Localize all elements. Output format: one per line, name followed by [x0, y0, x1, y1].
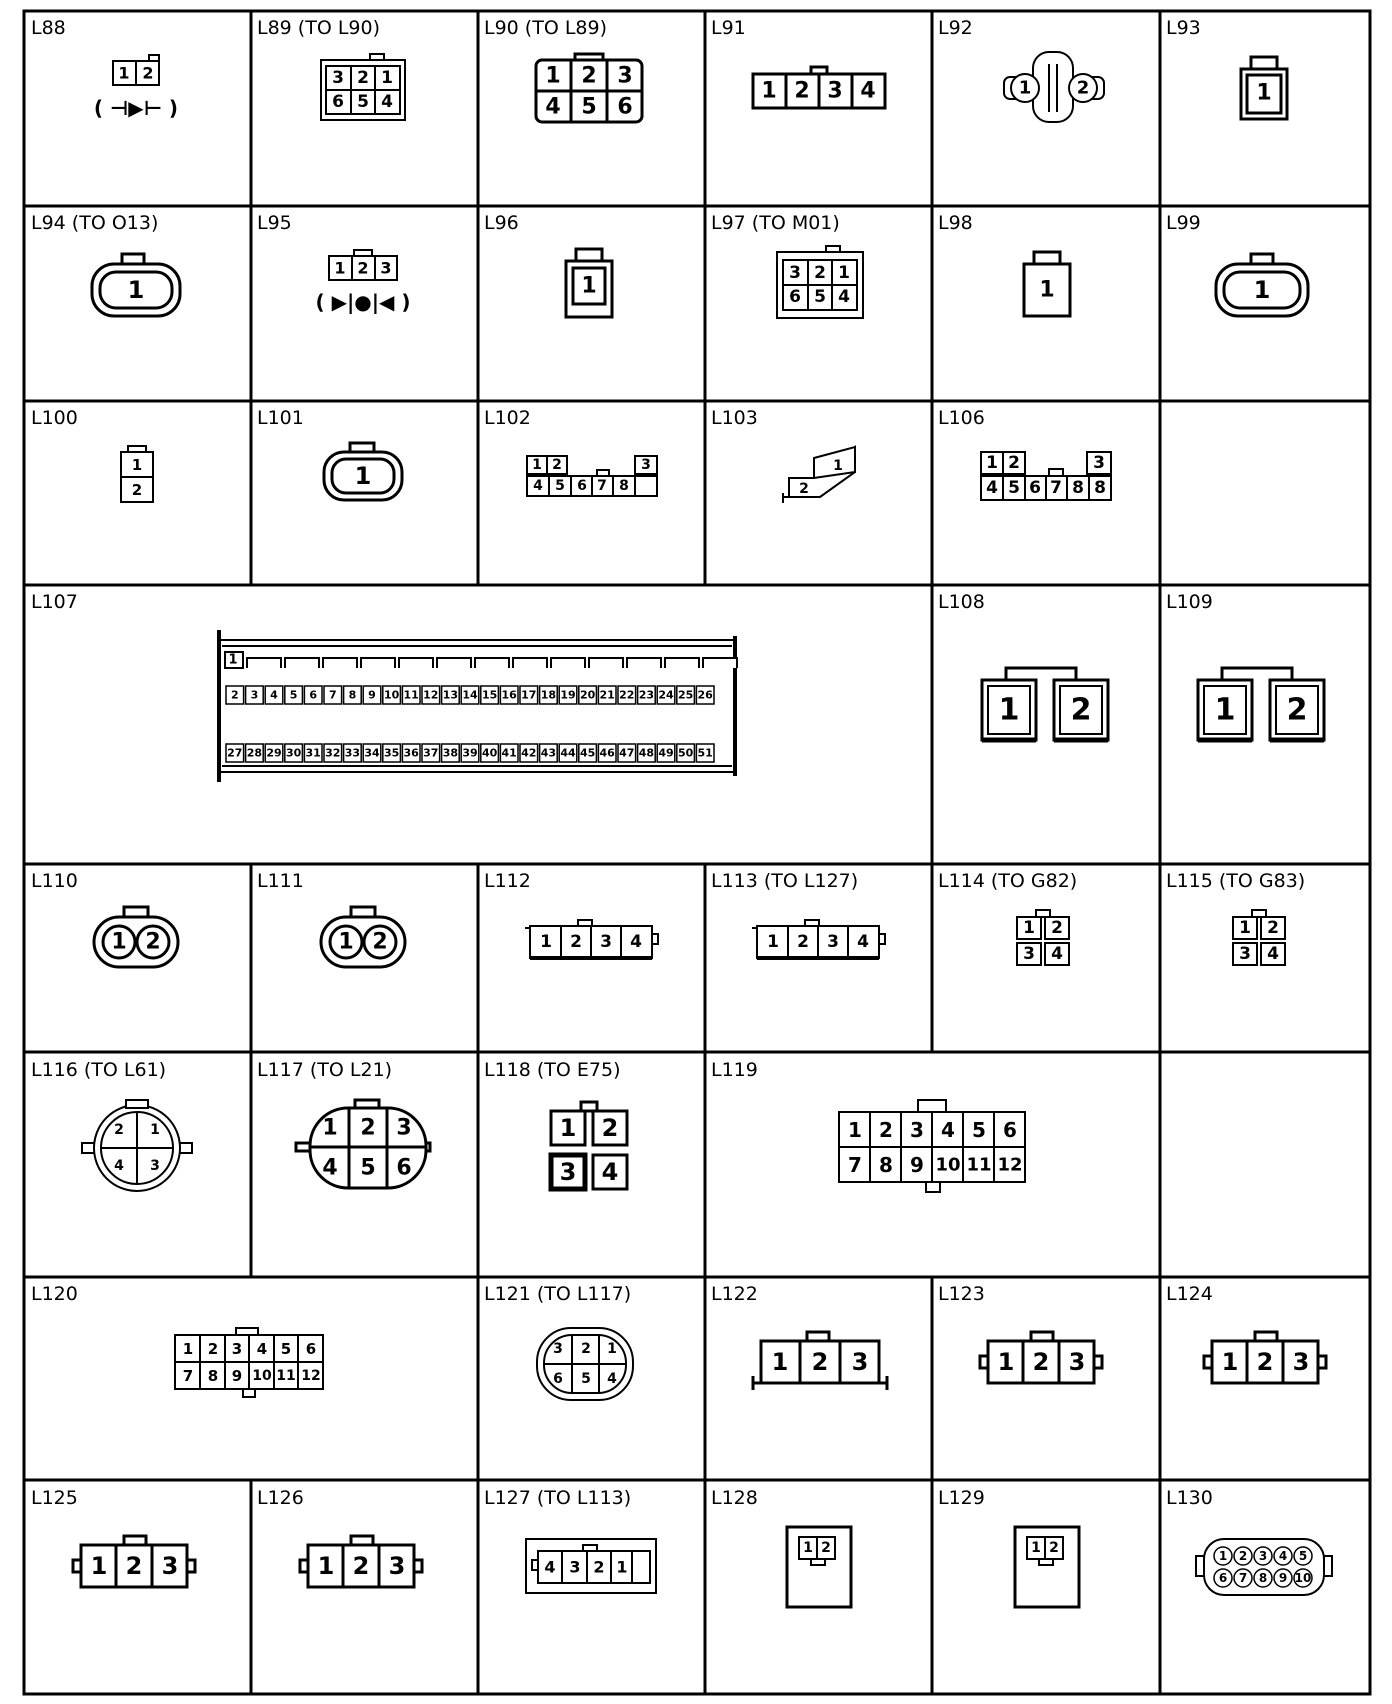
pin-number: 5 — [581, 1371, 591, 1387]
pin-number: 1 — [1218, 1549, 1228, 1563]
pin-number: 3 — [150, 1158, 160, 1174]
pin-number: 1 — [997, 1348, 1015, 1376]
pin-number: 2 — [207, 1340, 219, 1358]
connector-l88 — [94, 55, 178, 120]
pin-number: 43 — [540, 746, 557, 760]
pin-number: 4 — [322, 1155, 338, 1181]
pin-number: 1 — [322, 1115, 338, 1141]
pin-number: 2 — [1051, 918, 1063, 938]
pin-number: 1 — [127, 276, 145, 304]
connector-l111 — [321, 907, 405, 967]
pin-number: 1 — [334, 258, 346, 278]
pin-number: 3 — [388, 1552, 406, 1580]
pin-number: 39 — [462, 746, 478, 760]
pin-number: 11 — [966, 1154, 992, 1176]
pin-number: 3 — [1093, 453, 1105, 473]
pin-number: 1 — [1253, 276, 1271, 304]
pin-number: 7 — [1238, 1571, 1248, 1585]
pin-number: 1 — [228, 652, 238, 668]
pin-number: 37 — [423, 746, 439, 760]
pin-number: 1 — [833, 458, 843, 474]
pin-number: 4 — [270, 688, 278, 702]
cell-label-l115: L115 (TO G83) — [1166, 870, 1306, 892]
pin-number: 28 — [246, 746, 263, 760]
pin-number: 3 — [396, 1115, 412, 1141]
diode-pair-symbol: ( ▶|●|◀ ) — [315, 290, 411, 314]
cell-label-l122: L122 — [711, 1283, 758, 1305]
pin-number: 1 — [803, 1540, 813, 1556]
pin-number: 4 — [601, 1158, 619, 1186]
connector-l121 — [537, 1328, 633, 1400]
pin-number: 1 — [616, 1557, 628, 1577]
pin-number: 4 — [544, 1557, 556, 1577]
pin-number: 9 — [231, 1367, 243, 1385]
cell-label-l108: L108 — [938, 591, 985, 613]
pin-number: 2 — [1032, 1348, 1050, 1376]
pin-number: 42 — [521, 746, 537, 760]
diode-symbol: ( ⊣▶⊢ ) — [93, 96, 179, 120]
pin-number: 34 — [364, 746, 380, 760]
pin-number: 2 — [352, 1552, 370, 1580]
pin-number: 2 — [360, 1115, 376, 1141]
pin-number: 1 — [581, 273, 597, 299]
pin-number: 6 — [789, 287, 801, 307]
pin-number: 8 — [1072, 478, 1084, 498]
pin-number: 8 — [207, 1367, 219, 1385]
connector-l103 — [783, 447, 855, 503]
pin-number: 8 — [1258, 1571, 1268, 1585]
cell-label-l98: L98 — [938, 212, 973, 234]
cell-label-l95: L95 — [257, 212, 292, 234]
pin-number: 3 — [1258, 1549, 1268, 1563]
pin-number: 10 — [935, 1154, 961, 1176]
pin-number: 4 — [1051, 944, 1063, 964]
cell-label-l88: L88 — [31, 17, 66, 39]
pin-number: 4 — [941, 1118, 955, 1142]
pin-number: 1 — [381, 68, 393, 88]
pin-number: 2 — [799, 481, 809, 497]
pin-number: 8 — [879, 1153, 893, 1177]
pin-number: 2 — [570, 932, 582, 952]
connector-l116 — [82, 1100, 192, 1191]
pin-number: 6 — [617, 94, 633, 120]
cell-label-l92: L92 — [938, 17, 973, 39]
l107-latch — [437, 658, 471, 668]
pin-number: 4 — [545, 94, 561, 120]
pin-number: 1 — [545, 63, 561, 89]
cell-label-l127: L127 (TO L113) — [484, 1487, 632, 1509]
pin-number: 2 — [581, 1341, 591, 1357]
pin-number: 1 — [559, 1114, 577, 1142]
pin-number: 3 — [789, 263, 801, 283]
pin-number: 10 — [383, 688, 400, 702]
connector-l102 — [527, 456, 657, 496]
l107-latch — [361, 658, 395, 668]
pin-number: 2 — [1238, 1549, 1248, 1563]
pin-number: 3 — [250, 688, 259, 702]
pin-number: 3 — [910, 1118, 924, 1142]
pin-number: 2 — [601, 1114, 619, 1142]
pin-number: 1 — [1239, 918, 1251, 938]
pin-number: 2 — [797, 932, 809, 952]
connector-l128 — [787, 1527, 851, 1607]
pin-number: 1 — [998, 692, 1020, 728]
cell-label-l126: L126 — [257, 1487, 304, 1509]
pin-number: 2 — [114, 1122, 124, 1138]
cell-label-l129: L129 — [938, 1487, 985, 1509]
cell-label-l107: L107 — [31, 591, 78, 613]
pin-number: 7 — [328, 688, 337, 702]
pin-number: 5 — [357, 92, 369, 112]
pin-number: 5 — [581, 94, 597, 120]
pin-number: 3 — [641, 457, 651, 473]
pin-number: 3 — [827, 932, 839, 952]
pin-number: 3 — [617, 63, 633, 89]
pin-number: 2 — [1286, 692, 1308, 728]
pin-number: 8 — [1094, 478, 1106, 498]
pin-number: 29 — [266, 746, 282, 760]
pin-number: 2 — [811, 1348, 829, 1376]
pin-number: 27 — [227, 746, 243, 760]
cell-label-l97: L97 (TO M01) — [711, 212, 840, 234]
pin-number: 50 — [677, 746, 694, 760]
pin-number: 38 — [442, 746, 459, 760]
cell-label-l90: L90 (TO L89) — [484, 17, 607, 39]
pin-number: 6 — [332, 92, 344, 112]
pin-number: 1 — [131, 456, 143, 474]
pin-number: 3 — [569, 1557, 581, 1577]
pin-number: 8 — [348, 688, 357, 702]
pin-number: 1 — [182, 1340, 194, 1358]
pin-number: 12 — [423, 688, 439, 702]
pin-number: 2 — [879, 1118, 893, 1142]
pin-number: 1 — [532, 457, 542, 473]
cell-label-l109: L109 — [1166, 591, 1213, 613]
pin-number: 2 — [1070, 692, 1092, 728]
pin-number: 5 — [280, 1340, 292, 1358]
cell-label-l112: L112 — [484, 870, 531, 892]
pin-number: 6 — [1003, 1118, 1017, 1142]
cell-label-l102: L102 — [484, 407, 531, 429]
pin-number: 1 — [1018, 77, 1032, 99]
cell-label-l96: L96 — [484, 212, 519, 234]
pin-number: 46 — [599, 746, 615, 760]
l107-latch — [399, 658, 433, 668]
pin-number: 18 — [540, 688, 557, 702]
pin-number: 3 — [600, 932, 612, 952]
pin-number: 9 — [1278, 1571, 1288, 1585]
pin-number: 1 — [338, 929, 354, 955]
pin-number: 3 — [1292, 1348, 1310, 1376]
pin-number: 1 — [848, 1118, 862, 1142]
pin-number: 11 — [403, 688, 419, 702]
pin-number: 21 — [599, 688, 615, 702]
pin-number: 2 — [230, 688, 239, 702]
l107-latch — [703, 658, 737, 668]
pin-number: 4 — [114, 1158, 124, 1174]
pin-number: 22 — [619, 688, 635, 702]
svg-text:2: 2 — [142, 63, 154, 83]
pin-number: 3 — [851, 1348, 869, 1376]
pin-number: 2 — [1076, 77, 1090, 99]
pin-number: 1 — [838, 263, 850, 283]
pin-number: 4 — [1278, 1549, 1288, 1563]
cell-label-l106: L106 — [938, 407, 985, 429]
pin-number: 1 — [1031, 1540, 1041, 1556]
l107-latch — [551, 658, 585, 668]
pin-number: 11 — [276, 1368, 296, 1384]
pin-number: 4 — [860, 78, 876, 104]
svg-text:1: 1 — [118, 63, 130, 83]
cell-label-l114: L114 (TO G82) — [938, 870, 1078, 892]
pin-number: 5 — [1298, 1549, 1308, 1563]
pin-number: 1 — [607, 1341, 617, 1357]
pin-number: 3 — [231, 1340, 243, 1358]
pin-number: 2 — [1267, 918, 1279, 938]
cell-label-l128: L128 — [711, 1487, 758, 1509]
pin-number: 10 — [252, 1368, 272, 1384]
pin-number: 1 — [1023, 918, 1035, 938]
pin-number: 7 — [1050, 478, 1062, 498]
pin-number: 9 — [910, 1153, 924, 1177]
l107-latch — [589, 658, 623, 668]
l107-latch — [285, 658, 319, 668]
pin-number: 4 — [607, 1371, 617, 1387]
pin-number: 36 — [403, 746, 419, 760]
pin-number: 3 — [1068, 1348, 1086, 1376]
l107-latch — [627, 658, 661, 668]
pin-number: 31 — [305, 746, 321, 760]
pin-number: 5 — [555, 478, 565, 494]
pin-number: 4 — [630, 932, 642, 952]
pin-number: 4 — [533, 478, 543, 494]
pin-number: 2 — [593, 1557, 605, 1577]
pin-number: 23 — [638, 688, 655, 702]
connector-l120 — [175, 1328, 323, 1397]
pin-number: 2 — [821, 1540, 831, 1556]
pin-number: 4 — [986, 478, 998, 498]
pin-number: 1 — [771, 1348, 789, 1376]
pin-number: 32 — [325, 746, 341, 760]
pin-number: 2 — [581, 63, 597, 89]
pin-number: 1 — [354, 462, 372, 490]
cell-label-l101: L101 — [257, 407, 304, 429]
pin-number: 1 — [317, 1552, 335, 1580]
pin-number: 1 — [90, 1552, 108, 1580]
l107-latch — [323, 658, 357, 668]
pin-number: 15 — [481, 688, 498, 702]
pin-number: 5 — [814, 287, 826, 307]
connector-l130 — [1196, 1539, 1332, 1595]
pin-number: 47 — [619, 746, 635, 760]
pin-number: 3 — [380, 258, 392, 278]
pin-number: 48 — [638, 746, 655, 760]
pin-number: 35 — [383, 746, 400, 760]
connector-l119 — [839, 1100, 1025, 1192]
pin-number: 2 — [1049, 1540, 1059, 1556]
pin-number: 2 — [357, 258, 369, 278]
connector-l129 — [1015, 1527, 1079, 1607]
pin-number: 1 — [767, 932, 779, 952]
pin-number: 12 — [301, 1368, 321, 1384]
pin-number: 24 — [658, 688, 674, 702]
cell-label-l117: L117 (TO L21) — [257, 1059, 393, 1081]
pin-number: 5 — [1008, 478, 1020, 498]
pin-number: 3 — [1239, 944, 1251, 964]
pin-number: 1 — [1214, 692, 1236, 728]
pin-number: 41 — [501, 746, 517, 760]
pin-number: 1 — [111, 929, 127, 955]
pin-number: 3 — [161, 1552, 179, 1580]
pin-number: 26 — [697, 688, 713, 702]
pin-number: 4 — [256, 1340, 268, 1358]
pin-number: 2 — [131, 481, 143, 499]
l107-latch — [475, 658, 509, 668]
cell-label-l120: L120 — [31, 1283, 78, 1305]
l107-latch — [513, 658, 547, 668]
pin-number: 2 — [794, 78, 810, 104]
pin-number: 6 — [309, 688, 318, 702]
pin-number: 8 — [619, 478, 629, 494]
pin-number: 51 — [697, 746, 713, 760]
pin-number: 2 — [357, 68, 369, 88]
cell-label-l111: L111 — [257, 870, 304, 892]
cell-label-l113: L113 (TO L127) — [711, 870, 859, 892]
cell-label-l124: L124 — [1166, 1283, 1213, 1305]
pin-number: 6 — [553, 1371, 563, 1387]
cell-label-l89: L89 (TO L90) — [257, 17, 380, 39]
pin-number: 5 — [972, 1118, 986, 1142]
cell-label-l116: L116 (TO L61) — [31, 1059, 167, 1081]
cell-label-l130: L130 — [1166, 1487, 1213, 1509]
pin-number: 7 — [597, 478, 607, 494]
connector-l110 — [94, 907, 178, 967]
cell-label-l110: L110 — [31, 870, 78, 892]
pin-number: 40 — [481, 746, 498, 760]
pin-number: 12 — [997, 1154, 1023, 1176]
cell-label-l125: L125 — [31, 1487, 78, 1509]
pin-number: 10 — [1294, 1571, 1312, 1585]
pin-number: 6 — [1218, 1571, 1228, 1585]
pin-number: 1 — [150, 1122, 160, 1138]
cell-label-l123: L123 — [938, 1283, 985, 1305]
pin-number: 1 — [1221, 1348, 1239, 1376]
cell-label-l121: L121 (TO L117) — [484, 1283, 632, 1305]
l107-latch — [247, 658, 281, 668]
pin-number: 19 — [560, 688, 576, 702]
pin-number: 2 — [1008, 453, 1020, 473]
pin-number: 30 — [285, 746, 302, 760]
cell-label-l118: L118 (TO E75) — [484, 1059, 621, 1081]
pin-number: 3 — [332, 68, 344, 88]
pin-number: 6 — [305, 1340, 317, 1358]
pin-number: 5 — [360, 1155, 376, 1181]
cell-label-l99: L99 — [1166, 212, 1201, 234]
pin-number: 20 — [579, 688, 596, 702]
pin-number: 2 — [145, 929, 161, 955]
pin-number: 4 — [1267, 944, 1279, 964]
pin-number: 6 — [396, 1155, 412, 1181]
pin-number: 9 — [368, 688, 376, 702]
cell-label-l119: L119 — [711, 1059, 758, 1081]
pin-number: 16 — [501, 688, 517, 702]
connector-l106 — [981, 452, 1111, 500]
pin-number: 1 — [1039, 277, 1055, 303]
pin-number: 5 — [289, 688, 298, 702]
cell-label-l94: L94 (TO O13) — [31, 212, 159, 234]
pin-number: 6 — [577, 478, 587, 494]
pin-number: 7 — [182, 1367, 194, 1385]
pin-number: 3 — [1023, 944, 1035, 964]
pin-number: 4 — [838, 287, 850, 307]
pin-number: 4 — [857, 932, 869, 952]
pin-number: 14 — [462, 688, 478, 702]
pin-number: 2 — [372, 929, 388, 955]
pin-number: 13 — [442, 688, 459, 702]
pin-number: 44 — [560, 746, 576, 760]
cell-label-l100: L100 — [31, 407, 78, 429]
pin-number: 1 — [1256, 80, 1272, 106]
pin-number: 7 — [848, 1153, 862, 1177]
pin-number: 33 — [344, 746, 361, 760]
pin-number: 2 — [125, 1552, 143, 1580]
pin-number: 1 — [761, 78, 777, 104]
pin-number: 25 — [677, 688, 694, 702]
l107-latch — [665, 658, 699, 668]
pin-number: 49 — [658, 746, 674, 760]
pin-number: 3 — [553, 1341, 563, 1357]
cell-label-l91: L91 — [711, 17, 746, 39]
pin-number: 1 — [540, 932, 552, 952]
pin-number: 45 — [579, 746, 596, 760]
pin-number: 2 — [1256, 1348, 1274, 1376]
pin-number: 3 — [827, 78, 843, 104]
pin-number: 2 — [552, 457, 562, 473]
pin-number: 1 — [986, 453, 998, 473]
pin-number: 4 — [381, 92, 393, 112]
pin-number: 2 — [814, 263, 826, 283]
pin-number: 3 — [559, 1158, 577, 1186]
pin-number: 6 — [1029, 478, 1041, 498]
pin-number: 17 — [521, 688, 537, 702]
cell-label-l93: L93 — [1166, 17, 1201, 39]
cell-label-l103: L103 — [711, 407, 758, 429]
